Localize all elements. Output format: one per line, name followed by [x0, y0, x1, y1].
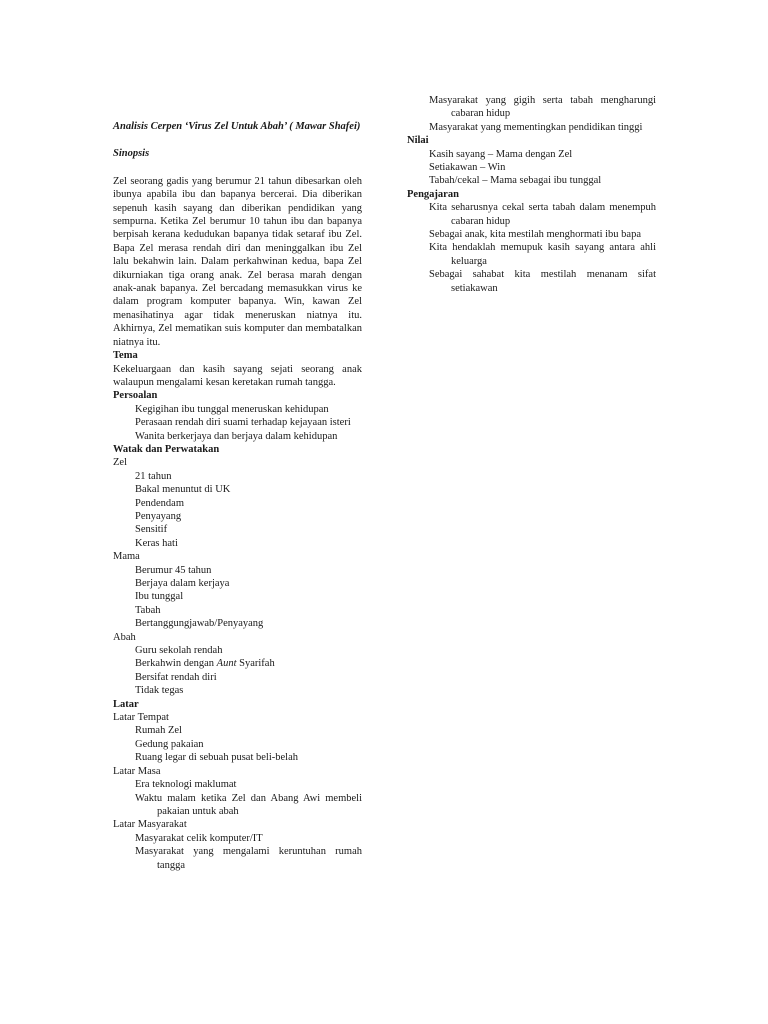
sinopsis-heading: Sinopsis — [113, 148, 150, 160]
sinopsis-paragraph: Zel seorang gadis yang berumur 21 tahun dibesarkan oleh ibunya apabila ibu dan bapanya bercerai. Dia diberikan sepenuh kasih sayang dan diberikan pendidikan yang sempurna. Ketika Zel berumur 10 tahun ibu dan bapanya berpisah kerana kedudukan bapanya tidak setaraf ibu Zel. Bapa Zel merasa rendah diri dan meninggalkan ibu Zel lalu bekahwin lain. Dalam perkahwinan kedua, bapa Zel dikurniakan tiga orang anak. Zel berasa marah dengan anak-anak bapanya. Zel bercadang memasukkan virus ke dalam program komputer bapanya. Win, kawan Zel menasihatinya agar tidak meneruskan niatnya itu. Akhirnya, Zel mematikan suis komputer dan membatalkan niatnya itu. — [113, 175, 362, 348]
watak-abah-item: Guru sekolah rendah — [135, 645, 223, 657]
latar-masyarakat-item: Masyarakat yang gigih serta tabah mengharungi cabaran hidup — [429, 95, 656, 120]
watak-abah-item: Tidak tegas — [135, 685, 184, 697]
latar-masyarakat-name: Latar Masyarakat — [113, 819, 187, 831]
watak-mama-item: Bertanggungjawab/Penyayang — [135, 618, 264, 630]
watak-zel-item: Bakal menuntut di UK — [135, 484, 231, 496]
nilai-item: Tabah/cekal – Mama sebagai ibu tunggal — [429, 175, 602, 187]
nilai-heading: Nilai — [407, 135, 429, 147]
watak-mama-name: Mama — [113, 551, 140, 563]
watak-zel-item: Keras hati — [135, 537, 178, 549]
document-title: Analisis Cerpen ‘Virus Zel Untuk Abah’ ( Mawar Shafei) — [113, 121, 361, 132]
latar-masyarakat-item: Masyarakat yang mementingkan pendidikan tinggi — [429, 121, 643, 133]
latar-masa-name: Latar Masa — [113, 765, 161, 777]
pengajaran-item: Sebagai anak, kita mestilah menghormati ibu bapa — [429, 229, 641, 241]
watak-zel-item: Penyayang — [135, 510, 182, 522]
pengajaran-item: Kita hendaklah memupuk kasih sayang antara ahli keluarga — [429, 242, 656, 267]
latar-masyarakat-item: Masyarakat yang mengalami keruntuhan rumah tangga — [135, 846, 362, 871]
watak-abah-item: Bersifat rendah diri — [135, 671, 217, 683]
persoalan-item: Perasaan rendah diri suami terhadap kejayaan isteri — [135, 417, 351, 429]
watak-zel-name: Zel — [113, 457, 127, 469]
nilai-item: Kasih sayang – Mama dengan Zel — [429, 148, 573, 160]
left-column — [113, 120, 362, 872]
pengajaran-heading: Pengajaran — [407, 188, 459, 200]
watak-abah-married-suffix: Syarifah — [236, 658, 275, 670]
latar-masyarakat-item: Masyarakat celik komputer/IT — [135, 832, 263, 844]
latar-masa-item: Waktu malam ketika Zel dan Abang Awi membeli pakaian untuk abah — [135, 792, 362, 817]
watak-zel-item: Sensitif — [135, 524, 168, 536]
watak-zel-item: 21 tahun — [135, 470, 172, 482]
nilai-item: Setiakawan – Win — [429, 162, 506, 174]
latar-heading: Latar — [113, 698, 139, 710]
pengajaran-item: Kita seharusnya cekal serta tabah dalam menempuh cabaran hidup — [429, 202, 656, 227]
watak-mama-item: Berjaya dalam kerjaya — [135, 578, 230, 589]
latar-tempat-item: Ruang legar di sebuah pusat beli-belah — [135, 752, 298, 764]
latar-tempat-name: Latar Tempat — [113, 712, 169, 724]
tema-heading: Tema — [113, 350, 138, 362]
latar-tempat-item: Rumah Zel — [135, 725, 182, 737]
watak-abah-item-married — [113, 657, 362, 670]
watak-zel-item: Pendendam — [135, 497, 184, 509]
persoalan-heading: Persoalan — [113, 390, 158, 402]
watak-mama-item: Tabah — [135, 604, 161, 616]
persoalan-item: Kegigihan ibu tunggal meneruskan kehidupan — [135, 403, 329, 415]
persoalan-item: Wanita berkerjaya dan berjaya dalam kehidupan — [135, 430, 338, 442]
watak-abah-name: Abah — [113, 631, 136, 643]
tema-text: Kekeluargaan dan kasih sayang sejati seorang anak walaupun mengalami kesan keretakan rumah tangga. — [113, 363, 362, 388]
watak-abah-married-aunt: Aunt — [216, 658, 237, 670]
watak-mama-item: Berumur 45 tahun — [135, 564, 212, 576]
latar-masa-item: Era teknologi maklumat — [135, 779, 237, 791]
right-column — [407, 94, 656, 295]
watak-heading: Watak dan Perwatakan — [113, 443, 220, 455]
watak-abah-married-prefix: Berkahwin dengan — [135, 658, 217, 670]
pengajaran-item: Sebagai sahabat kita mestilah menanam sifat setiakawan — [429, 269, 656, 294]
latar-tempat-item: Gedung pakaian — [135, 738, 204, 750]
watak-mama-item: Ibu tunggal — [135, 591, 184, 603]
